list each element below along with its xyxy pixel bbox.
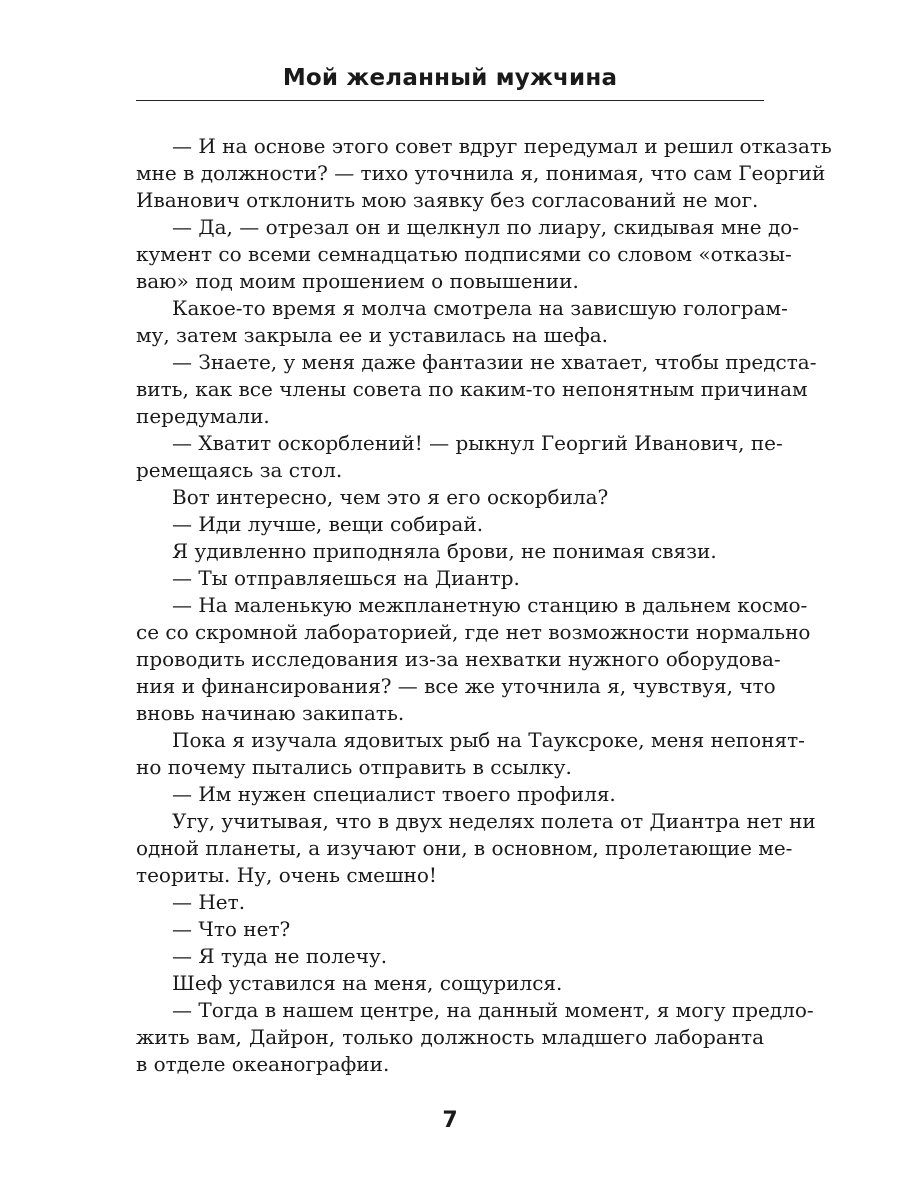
- text-line: — Нет.: [172, 890, 246, 914]
- text-line: жить вам, Дайрон, только должность младшего лаборанта: [136, 1025, 764, 1049]
- text-line: передумали.: [136, 404, 270, 428]
- text-line: одной планеты, а изучают они, в основном, пролетающие ме-: [136, 836, 793, 860]
- text-line: — Тогда в нашем центре, на данный момент, я могу предло-: [172, 998, 814, 1022]
- running-head-title: Мой желанный мужчина: [282, 65, 618, 91]
- text-line: — Что нет?: [172, 917, 291, 941]
- text-line: ваю» под моим прошением о повышении.: [136, 269, 579, 293]
- text-line: — Ты отправляешься на Диантр.: [172, 566, 520, 590]
- text-line: теориты. Ну, очень смешно!: [136, 863, 437, 887]
- text-line: — И на основе этого совет вдруг передумал и решил отказать: [172, 134, 832, 158]
- text-line: Шеф уставился на меня, сощурился.: [172, 971, 563, 995]
- body-text: [136, 133, 832, 1078]
- text-line: ния и финансирования? — все же уточнила я, чувствуя, что: [136, 674, 776, 698]
- text-line: — На маленькую межпланетную станцию в дальнем космо-: [172, 593, 808, 617]
- page-number: 7: [442, 1108, 458, 1133]
- header-rule: [136, 100, 764, 101]
- text-line: — Хватит оскорблений! — рыкнул Георгий Иванович, пе-: [172, 431, 783, 455]
- text-line: — Иди лучше, вещи собирай.: [172, 512, 484, 536]
- text-line: Угу, учитывая, что в двух неделях полета от Диантра нет ни: [172, 809, 816, 833]
- text-line: Вот интересно, чем это я его оскорбила?: [172, 485, 609, 509]
- text-line: мне в должности? — тихо уточнила я, понимая, что сам Георгий: [136, 161, 826, 185]
- text-line: Какое-то время я молча смотрела на зависшую голограм-: [172, 296, 788, 320]
- text-line: ремещаясь за стол.: [136, 458, 343, 482]
- text-line: проводить исследования из-за нехватки нужного оборудова-: [136, 647, 781, 671]
- text-line: — Им нужен специалист твоего профиля.: [172, 782, 616, 806]
- text-line: — Да, — отрезал он и щелкнул по лиару, скидывая мне до-: [172, 215, 800, 239]
- text-line: се со скромной лабораторией, где нет возможности нормально: [136, 620, 811, 644]
- text-line: Я удивленно приподняла брови, не понимая связи.: [172, 539, 717, 563]
- text-line: му, затем закрыла ее и уставилась на шефа.: [136, 323, 609, 347]
- text-line: в отделе океанографии.: [136, 1052, 390, 1076]
- text-line: — Знаете, у меня даже фантазии не хватает, чтобы предста-: [172, 350, 817, 374]
- text-line: — Я туда не полечу.: [172, 944, 388, 968]
- text-line: Пока я изучала ядовитых рыб на Тауксроке, меня непонят-: [172, 728, 805, 752]
- text-line: кумент со всеми семнадцатью подписями со словом «отказы-: [136, 242, 792, 266]
- text-line: вновь начинаю закипать.: [136, 701, 405, 725]
- text-line: Иванович отклонить мою заявку без согласований не мог.: [136, 188, 759, 212]
- text-line: но почему пытались отправить в ссылку.: [136, 755, 572, 779]
- text-line: вить, как все члены совета по каким-то непонятным причинам: [136, 377, 808, 401]
